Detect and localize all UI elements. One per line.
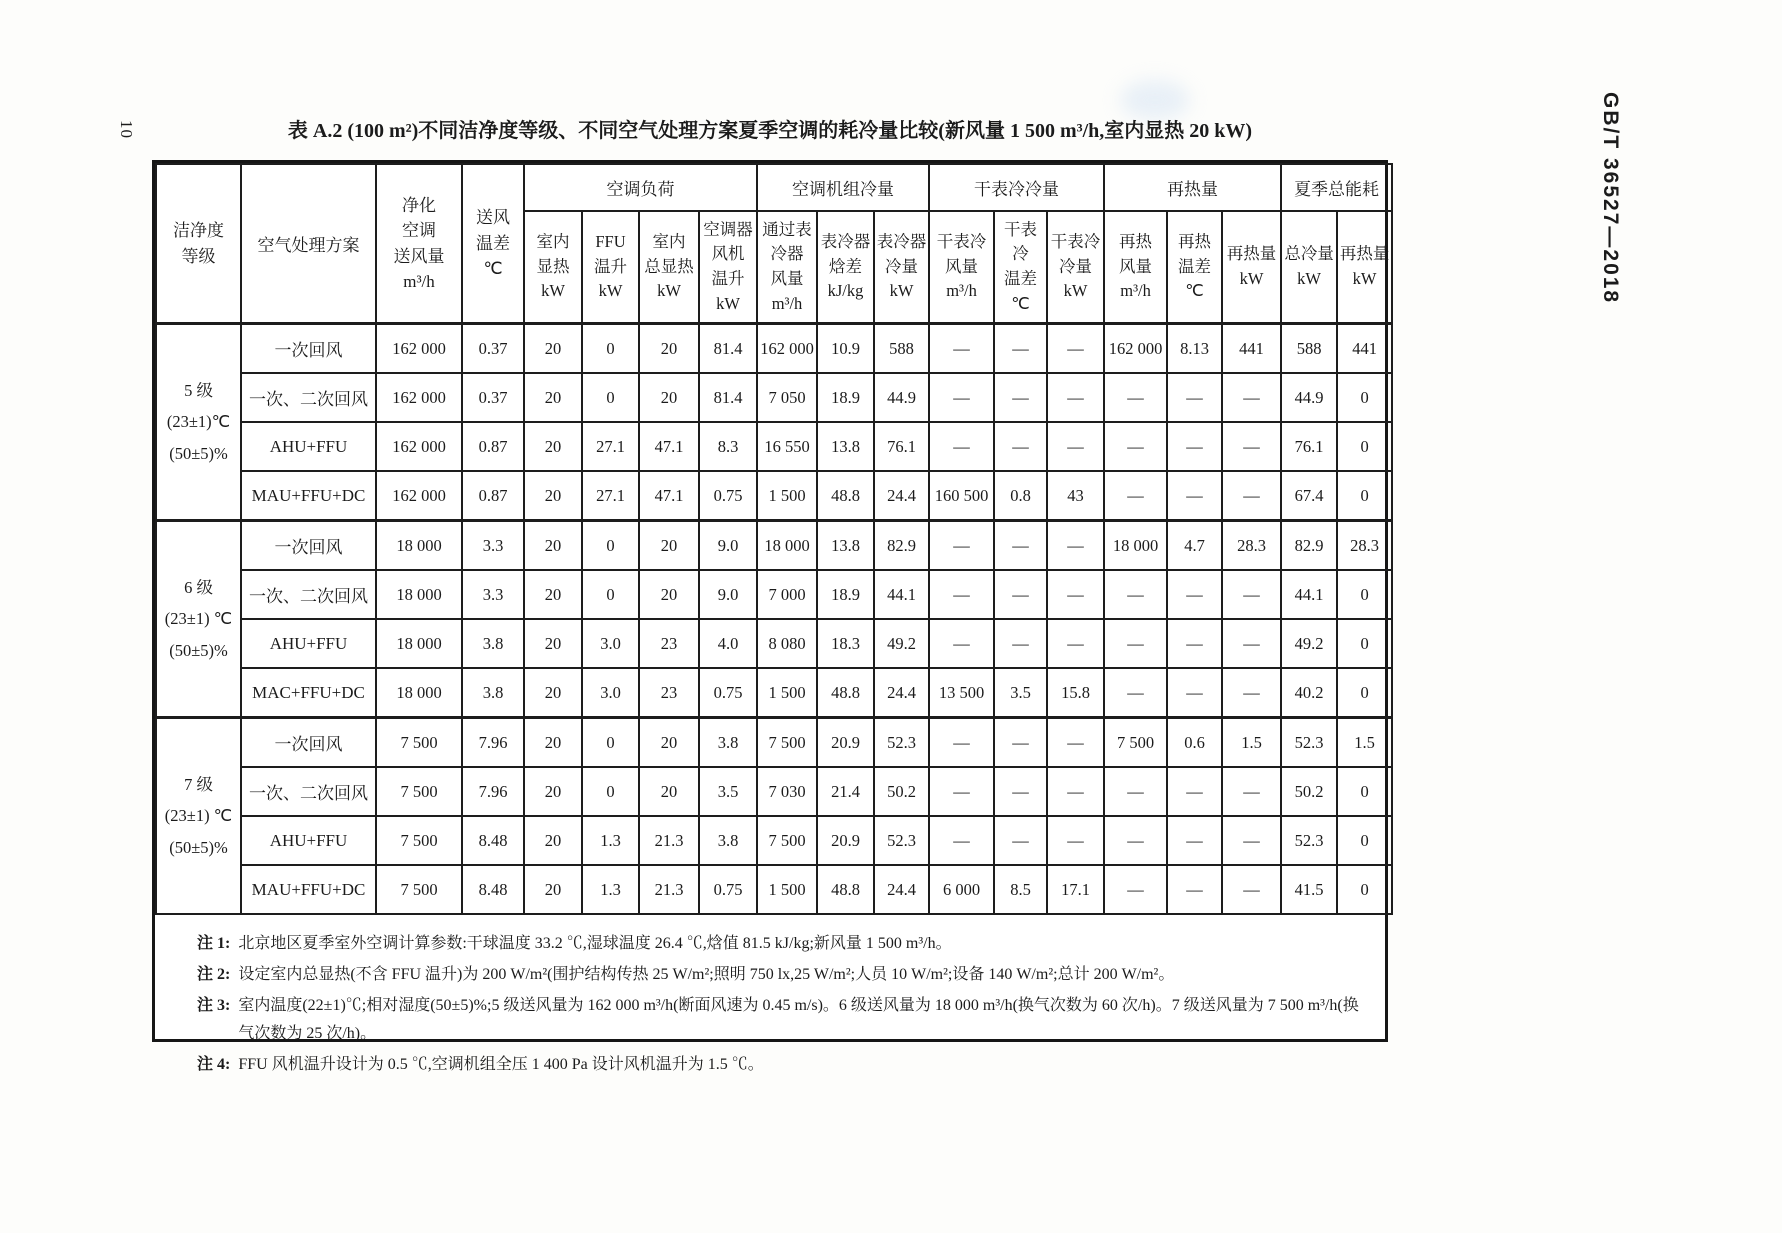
data-cell: 13.8	[817, 521, 874, 571]
column-header: 再热 温差 ℃	[1167, 211, 1222, 324]
column-header-supply-temp-diff: 送风 温差 ℃	[462, 164, 524, 324]
note-text: 室内温度(22±1)℃;相对湿度(50±5)%;5 级送风量为 162 000 m³/h(断面风速为 0.45 m/s)。6 级送风量为 18 000 m³/h(换气次数为 60 次/h)。7 级送风量为 7 500 m³/h(换气次数为 25 次/h)。	[238, 996, 1359, 1043]
data-cell: 76.1	[874, 422, 929, 471]
data-cell: 8 080	[757, 619, 817, 668]
column-header: 空调器 风机 温升 kW	[699, 211, 757, 324]
data-cell: —	[1222, 619, 1281, 668]
data-cell: 0.37	[462, 373, 524, 422]
data-cell: 18 000	[376, 619, 462, 668]
column-header: 总冷量 kW	[1281, 211, 1337, 324]
column-header: 表冷器 冷量 kW	[874, 211, 929, 324]
data-cell: 20	[524, 471, 582, 521]
column-group-header: 空调机组冷量	[757, 164, 929, 211]
data-cell: 8.5	[994, 865, 1047, 914]
data-cell: 3.5	[699, 767, 757, 816]
data-cell: 8.3	[699, 422, 757, 471]
data-cell: 24.4	[874, 668, 929, 718]
data-cell: 18.9	[817, 373, 874, 422]
data-cell: 20	[639, 324, 699, 374]
scheme-cell: MAU+FFU+DC	[241, 471, 376, 521]
data-cell: —	[1104, 619, 1167, 668]
data-cell: —	[1222, 767, 1281, 816]
data-cell: —	[1047, 422, 1104, 471]
scheme-cell: AHU+FFU	[241, 816, 376, 865]
data-cell: —	[1104, 668, 1167, 718]
data-cell: 44.9	[1281, 373, 1337, 422]
data-cell: 27.1	[582, 471, 639, 521]
data-cell: 162 000	[376, 324, 462, 374]
column-header-cleanliness: 洁净度 等级	[156, 164, 241, 324]
column-header: 干表冷 冷量 kW	[1047, 211, 1104, 324]
table-row	[156, 324, 1392, 374]
note-text: 设定室内总显热(不含 FFU 温升)为 200 W/m²(围护结构传热 25 W/m²;照明 750 lx,25 W/m²;人员 10 W/m²;设备 140 W/m²;总计 200 W/m²。	[238, 965, 1175, 983]
data-cell: 3.8	[699, 718, 757, 768]
data-cell: —	[994, 767, 1047, 816]
data-cell: —	[1104, 816, 1167, 865]
note-label: 注 1:	[197, 935, 231, 952]
data-cell: 18.9	[817, 570, 874, 619]
note-item	[197, 930, 1365, 959]
data-cell: 40.2	[1281, 668, 1337, 718]
data-cell: 44.9	[874, 373, 929, 422]
data-cell: 588	[874, 324, 929, 374]
cleanliness-level-cell: 7 级 (23±1) ℃ (50±5)%	[156, 718, 241, 915]
data-cell: 0	[1337, 570, 1392, 619]
data-cell: 21.4	[817, 767, 874, 816]
data-table	[155, 163, 1393, 915]
data-cell: 50.2	[1281, 767, 1337, 816]
data-cell: —	[994, 816, 1047, 865]
scheme-cell: 一次回风	[241, 324, 376, 374]
data-cell: —	[1167, 767, 1222, 816]
data-cell: 49.2	[1281, 619, 1337, 668]
data-cell: 7 500	[757, 718, 817, 768]
column-header: 表冷器 焓差 kJ/kg	[817, 211, 874, 324]
data-cell: 162 000	[1104, 324, 1167, 374]
column-header: 再热量 kW	[1337, 211, 1392, 324]
scheme-cell: 一次回风	[241, 718, 376, 768]
data-cell: 7 500	[376, 767, 462, 816]
cleanliness-level-cell: 5 级 (23±1)℃ (50±5)%	[156, 324, 241, 521]
data-cell: 160 500	[929, 471, 994, 521]
data-cell: 47.1	[639, 471, 699, 521]
data-cell: 162 000	[376, 422, 462, 471]
table-row	[156, 816, 1392, 865]
data-cell: 8.13	[1167, 324, 1222, 374]
data-cell: 0	[582, 324, 639, 374]
data-cell: 1.3	[582, 816, 639, 865]
table-row	[156, 619, 1392, 668]
table-row	[156, 521, 1392, 571]
column-header: 再热 风量 m³/h	[1104, 211, 1167, 324]
column-header: 室内 总显热 kW	[639, 211, 699, 324]
data-cell: 7 030	[757, 767, 817, 816]
scheme-cell: MAC+FFU+DC	[241, 668, 376, 718]
data-cell: 20	[524, 373, 582, 422]
data-cell: 1 500	[757, 471, 817, 521]
data-cell: —	[994, 619, 1047, 668]
data-cell: 15.8	[1047, 668, 1104, 718]
data-cell: 21.3	[639, 865, 699, 914]
data-cell: —	[994, 570, 1047, 619]
data-cell: 441	[1337, 324, 1392, 374]
table-row	[156, 570, 1392, 619]
data-cell: 18 000	[1104, 521, 1167, 571]
data-cell: 3.8	[462, 668, 524, 718]
column-header: 干表冷 风量 m³/h	[929, 211, 994, 324]
data-cell: 0	[582, 521, 639, 571]
data-cell: 162 000	[376, 373, 462, 422]
data-cell: 47.1	[639, 422, 699, 471]
data-cell: 0.6	[1167, 718, 1222, 768]
data-cell: 20	[639, 521, 699, 571]
data-cell: —	[1104, 865, 1167, 914]
data-cell: 7 500	[1104, 718, 1167, 768]
data-cell: 7 050	[757, 373, 817, 422]
data-cell: 1 500	[757, 668, 817, 718]
data-cell: 20.9	[817, 718, 874, 768]
data-cell: 20	[524, 521, 582, 571]
data-cell: —	[1104, 570, 1167, 619]
data-cell: 0	[1337, 767, 1392, 816]
data-cell: 7 500	[757, 816, 817, 865]
page-number: 10	[117, 120, 136, 139]
data-cell: —	[929, 767, 994, 816]
data-cell: 8.48	[462, 816, 524, 865]
data-cell: —	[929, 373, 994, 422]
data-cell: 10.9	[817, 324, 874, 374]
scheme-cell: 一次、二次回风	[241, 767, 376, 816]
data-cell: 48.8	[817, 471, 874, 521]
note-label: 注 3:	[197, 996, 231, 1014]
data-cell: 0	[582, 373, 639, 422]
data-cell: —	[929, 570, 994, 619]
column-header: 室内 显热 kW	[524, 211, 582, 324]
data-cell: —	[1167, 865, 1222, 914]
note-text: 北京地区夏季室外空调计算参数:干球温度 33.2 ℃,湿球温度 26.4 ℃,焓值 81.5 kJ/kg;新风量 1 500 m³/h。	[238, 935, 952, 952]
data-cell: —	[1167, 471, 1222, 521]
data-cell: —	[1047, 619, 1104, 668]
data-cell: 3.5	[994, 668, 1047, 718]
notes-section	[155, 915, 1385, 1080]
data-cell: 3.8	[462, 619, 524, 668]
data-cell: —	[1222, 471, 1281, 521]
data-cell: —	[1104, 767, 1167, 816]
column-header: 通过表 冷器 风量 m³/h	[757, 211, 817, 324]
table-row	[156, 767, 1392, 816]
data-cell: —	[1222, 373, 1281, 422]
column-group-header: 干表冷冷量	[929, 164, 1104, 211]
data-cell: 20.9	[817, 816, 874, 865]
data-cell: —	[929, 521, 994, 571]
data-cell: 20	[524, 324, 582, 374]
data-cell: 7 500	[376, 865, 462, 914]
table-row	[156, 373, 1392, 422]
data-cell: —	[1167, 816, 1222, 865]
data-cell: 24.4	[874, 865, 929, 914]
data-cell: 52.3	[1281, 718, 1337, 768]
data-cell: 20	[639, 570, 699, 619]
data-cell: —	[1047, 570, 1104, 619]
data-cell: 8.48	[462, 865, 524, 914]
data-cell: 1.3	[582, 865, 639, 914]
data-cell: 7.96	[462, 718, 524, 768]
note-label: 注 4:	[197, 1056, 231, 1074]
data-cell: 82.9	[874, 521, 929, 571]
data-cell: —	[994, 718, 1047, 768]
data-cell: 1.5	[1222, 718, 1281, 768]
data-cell: 0	[1337, 471, 1392, 521]
data-cell: —	[1047, 767, 1104, 816]
data-cell: 0	[1337, 668, 1392, 718]
note-item	[197, 1051, 1365, 1080]
data-cell: —	[1222, 422, 1281, 471]
data-cell: 20	[524, 668, 582, 718]
data-cell: 162 000	[376, 471, 462, 521]
data-cell: 0	[1337, 816, 1392, 865]
note-item	[197, 961, 1365, 990]
scheme-cell: AHU+FFU	[241, 422, 376, 471]
data-cell: —	[1167, 422, 1222, 471]
data-cell: 52.3	[1281, 816, 1337, 865]
data-cell: 20	[524, 619, 582, 668]
data-cell: —	[1222, 668, 1281, 718]
data-cell: 76.1	[1281, 422, 1337, 471]
data-cell: —	[994, 521, 1047, 571]
data-cell: 0	[1337, 373, 1392, 422]
data-cell: 28.3	[1222, 521, 1281, 571]
data-cell: 81.4	[699, 373, 757, 422]
data-cell: 52.3	[874, 718, 929, 768]
data-cell: 7 000	[757, 570, 817, 619]
column-header: 干表冷 温差 ℃	[994, 211, 1047, 324]
data-cell: 162 000	[757, 324, 817, 374]
data-cell: 3.8	[699, 816, 757, 865]
data-cell: 18 000	[376, 521, 462, 571]
data-cell: —	[1222, 816, 1281, 865]
data-cell: —	[994, 422, 1047, 471]
table-row	[156, 668, 1392, 718]
column-header: FFU 温升 kW	[582, 211, 639, 324]
data-cell: 0.87	[462, 471, 524, 521]
data-cell: 20	[639, 373, 699, 422]
data-cell: 52.3	[874, 816, 929, 865]
data-cell: 9.0	[699, 521, 757, 571]
data-cell: 41.5	[1281, 865, 1337, 914]
data-cell: 7 500	[376, 718, 462, 768]
data-cell: 20	[524, 767, 582, 816]
column-group-header: 再热量	[1104, 164, 1281, 211]
data-cell: 50.2	[874, 767, 929, 816]
table-row	[156, 865, 1392, 914]
data-cell: —	[1047, 718, 1104, 768]
table-row	[156, 718, 1392, 768]
data-cell: —	[1167, 570, 1222, 619]
note-text: FFU 风机温升设计为 0.5 ℃,空调机组全压 1 400 Pa 设计风机温升为 1.5 ℃。	[238, 1056, 764, 1074]
data-cell: —	[1047, 373, 1104, 422]
data-cell: 0	[1337, 422, 1392, 471]
data-cell: 1.5	[1337, 718, 1392, 768]
data-cell: —	[1167, 668, 1222, 718]
data-cell: 1 500	[757, 865, 817, 914]
standard-code: GB/T 36527—2018	[1599, 92, 1622, 305]
data-cell: 4.0	[699, 619, 757, 668]
data-cell: 20	[639, 718, 699, 768]
data-cell: 4.7	[1167, 521, 1222, 571]
data-cell: 0.75	[699, 865, 757, 914]
data-cell: —	[929, 619, 994, 668]
data-cell: 18 000	[376, 668, 462, 718]
data-cell: —	[1104, 471, 1167, 521]
scheme-cell: MAU+FFU+DC	[241, 865, 376, 914]
data-cell: 48.8	[817, 668, 874, 718]
table-a2-container	[152, 160, 1390, 1074]
data-cell: 20	[639, 767, 699, 816]
note-item	[197, 992, 1365, 1050]
note-label: 注 2:	[197, 965, 231, 983]
table-title: 表 A.2 (100 m²)不同洁净度等级、不同空气处理方案夏季空调的耗冷量比较(新风量 1 500 m³/h,室内显热 20 kW)	[287, 120, 1253, 142]
data-cell: 3.0	[582, 619, 639, 668]
data-cell: 44.1	[874, 570, 929, 619]
data-cell: 81.4	[699, 324, 757, 374]
header-row-groups	[156, 164, 1392, 211]
data-cell: —	[994, 373, 1047, 422]
data-cell: 9.0	[699, 570, 757, 619]
column-header: 再热量 kW	[1222, 211, 1281, 324]
data-cell: 13 500	[929, 668, 994, 718]
data-cell: —	[1047, 816, 1104, 865]
data-cell: 23	[639, 668, 699, 718]
data-cell: —	[1222, 865, 1281, 914]
data-cell: —	[1167, 373, 1222, 422]
data-cell: —	[929, 816, 994, 865]
data-cell: 3.3	[462, 521, 524, 571]
data-cell: 82.9	[1281, 521, 1337, 571]
data-cell: 49.2	[874, 619, 929, 668]
data-cell: —	[1047, 324, 1104, 374]
data-cell: 20	[524, 816, 582, 865]
data-cell: 28.3	[1337, 521, 1392, 571]
data-cell: —	[1167, 619, 1222, 668]
data-cell: 13.8	[817, 422, 874, 471]
data-cell: 23	[639, 619, 699, 668]
data-cell: 17.1	[1047, 865, 1104, 914]
data-cell: 0.37	[462, 324, 524, 374]
data-cell: 20	[524, 865, 582, 914]
data-cell: 7 500	[376, 816, 462, 865]
data-cell: 0	[582, 767, 639, 816]
data-cell: 0.75	[699, 668, 757, 718]
data-cell: 21.3	[639, 816, 699, 865]
data-cell: 0	[582, 570, 639, 619]
data-cell: 588	[1281, 324, 1337, 374]
scheme-cell: 一次、二次回风	[241, 373, 376, 422]
column-group-header: 空调负荷	[524, 164, 757, 211]
data-cell: —	[1104, 422, 1167, 471]
data-cell: —	[1047, 521, 1104, 571]
data-cell: 6 000	[929, 865, 994, 914]
data-cell: 441	[1222, 324, 1281, 374]
data-cell: 18 000	[376, 570, 462, 619]
data-cell: 0.75	[699, 471, 757, 521]
data-cell: 20	[524, 718, 582, 768]
data-cell: 3.3	[462, 570, 524, 619]
data-cell: 0.8	[994, 471, 1047, 521]
data-cell: 20	[524, 570, 582, 619]
data-cell: —	[994, 324, 1047, 374]
data-cell: —	[929, 422, 994, 471]
cleanliness-level-cell: 6 级 (23±1) ℃ (50±5)%	[156, 521, 241, 718]
column-header-scheme: 空气处理方案	[241, 164, 376, 324]
column-group-header: 夏季总能耗	[1281, 164, 1392, 211]
data-cell: 67.4	[1281, 471, 1337, 521]
data-cell: 44.1	[1281, 570, 1337, 619]
column-header-supply-air: 净化 空调 送风量 m³/h	[376, 164, 462, 324]
data-cell: 0	[1337, 619, 1392, 668]
scheme-cell: AHU+FFU	[241, 619, 376, 668]
data-cell: 27.1	[582, 422, 639, 471]
data-cell: 0	[1337, 865, 1392, 914]
data-cell: 18 000	[757, 521, 817, 571]
scheme-cell: 一次回风	[241, 521, 376, 571]
data-cell: 24.4	[874, 471, 929, 521]
data-cell: 0	[582, 718, 639, 768]
data-cell: —	[1222, 570, 1281, 619]
data-cell: —	[929, 718, 994, 768]
data-cell: 48.8	[817, 865, 874, 914]
data-cell: —	[929, 324, 994, 374]
data-cell: 0.87	[462, 422, 524, 471]
data-cell: 18.3	[817, 619, 874, 668]
data-cell: 43	[1047, 471, 1104, 521]
data-cell: 7.96	[462, 767, 524, 816]
data-cell: —	[1104, 373, 1167, 422]
data-cell: 20	[524, 422, 582, 471]
data-cell: 16 550	[757, 422, 817, 471]
data-cell: 3.0	[582, 668, 639, 718]
table-row	[156, 471, 1392, 521]
table-row	[156, 422, 1392, 471]
scheme-cell: 一次、二次回风	[241, 570, 376, 619]
